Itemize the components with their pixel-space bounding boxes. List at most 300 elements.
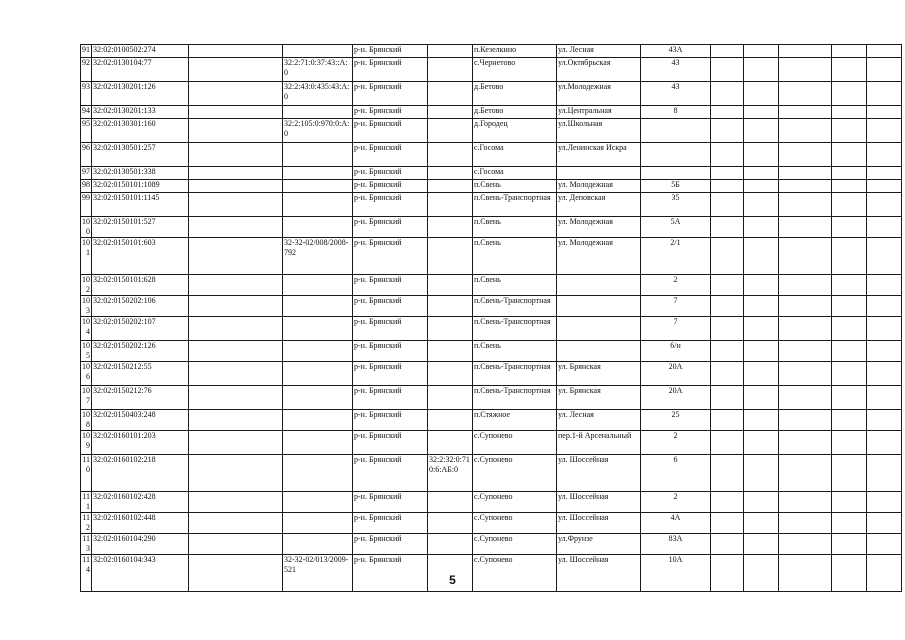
cell-cadastral-number: 32:02:0160102:218: [92, 455, 189, 492]
cell-empty: [711, 317, 744, 341]
cell-empty: [867, 217, 902, 238]
cell-empty: [711, 492, 744, 513]
cell-empty: [832, 45, 867, 58]
cell-empty: [832, 410, 867, 431]
table-row: [81, 217, 902, 238]
table-row: [81, 275, 902, 296]
cell-cadastral-number: 32:02:0160102:428: [92, 492, 189, 513]
cell-house: 8: [641, 106, 711, 119]
cell-empty: [744, 362, 779, 386]
cell-street: ул. Брянская: [557, 362, 641, 386]
cell-column-4: [283, 275, 353, 296]
cell-empty: [779, 45, 832, 58]
cell-street: ул. Шоссейная: [557, 492, 641, 513]
cell-settlement: п.Свень: [473, 275, 557, 296]
cell-column-3: [189, 362, 283, 386]
cell-empty: [867, 45, 902, 58]
cell-settlement: п.Кезелкино: [473, 45, 557, 58]
cell-settlement: с.Супонево: [473, 534, 557, 555]
cell-column-3: [189, 217, 283, 238]
table-row: [81, 238, 902, 275]
cell-cadastral-number: 32:02:0150101:1145: [92, 193, 189, 217]
cell-empty: [832, 193, 867, 217]
cell-settlement: с.Супонево: [473, 513, 557, 534]
cell-column-4: [283, 386, 353, 410]
table-row: [81, 58, 902, 82]
cell-column-4: [283, 167, 353, 180]
cell-column-6: [428, 45, 473, 58]
cell-column-4: [283, 431, 353, 455]
cell-empty: [832, 217, 867, 238]
cell-district: р-н. Брянский: [353, 217, 428, 238]
cell-cadastral-number: 32:02:0150101:1089: [92, 180, 189, 193]
cell-empty: [744, 386, 779, 410]
cell-empty: [711, 217, 744, 238]
cell-column-6: [428, 167, 473, 180]
cell-settlement: д.Бетово: [473, 106, 557, 119]
cell-empty: [711, 238, 744, 275]
cell-column-6: [428, 180, 473, 193]
cell-empty: [867, 296, 902, 317]
cell-number: 101: [81, 238, 92, 275]
cell-empty: [832, 167, 867, 180]
table-row: [81, 119, 902, 143]
cell-empty: [744, 341, 779, 362]
cell-column-6: [428, 217, 473, 238]
cell-settlement: п.Стяжное: [473, 410, 557, 431]
cell-empty: [711, 455, 744, 492]
cell-district: р-н. Брянский: [353, 45, 428, 58]
cell-column-3: [189, 106, 283, 119]
cell-number: 91: [81, 45, 92, 58]
cell-house: 10А: [641, 555, 711, 592]
cell-district: р-н. Брянский: [353, 119, 428, 143]
cell-house: 2: [641, 275, 711, 296]
cell-column-4: [283, 45, 353, 58]
cell-cadastral-number: 32:02:0130501:257: [92, 143, 189, 167]
cell-district: р-н. Брянский: [353, 106, 428, 119]
cell-settlement: п.Свень: [473, 180, 557, 193]
cell-number: 106: [81, 362, 92, 386]
cell-empty: [867, 180, 902, 193]
cell-empty: [779, 193, 832, 217]
cell-empty: [832, 275, 867, 296]
table-row: [81, 410, 902, 431]
cell-empty: [744, 431, 779, 455]
cell-number: 98: [81, 180, 92, 193]
cell-column-3: [189, 455, 283, 492]
cell-column-6: [428, 431, 473, 455]
cell-cadastral-number: 32:02:0130201:126: [92, 82, 189, 106]
table-row: [81, 534, 902, 555]
cell-empty: [711, 180, 744, 193]
cell-district: р-н. Брянский: [353, 534, 428, 555]
cell-empty: [744, 217, 779, 238]
cell-number: 111: [82, 492, 90, 511]
cell-street: пер.1-й Арсенальный: [557, 431, 641, 455]
cell-column-3: [189, 238, 283, 275]
cell-column-4: 32:2:43:0:435:43:А:0: [283, 82, 353, 106]
cell-district: р-н. Брянский: [353, 58, 428, 82]
cell-empty: [832, 534, 867, 555]
cell-empty: [867, 386, 902, 410]
cell-cadastral-number: 32:02:0150202:106: [92, 296, 189, 317]
cell-column-6: [428, 492, 473, 513]
cell-street: [557, 275, 641, 296]
cell-empty: [711, 106, 744, 119]
cell-column-6: [428, 119, 473, 143]
cell-district: р-н. Брянский: [353, 492, 428, 513]
cell-column-6: [428, 410, 473, 431]
cell-settlement: д.Бетово: [473, 82, 557, 106]
cell-house: 83А: [641, 534, 711, 555]
cell-empty: [744, 275, 779, 296]
cell-district: р-н. Брянский: [353, 167, 428, 180]
cell-empty: [744, 45, 779, 58]
cell-street: ул. Шоссейная: [557, 455, 641, 492]
cell-house: 2: [641, 431, 711, 455]
cell-district: р-н. Брянский: [353, 82, 428, 106]
cell-district: р-н. Брянский: [353, 238, 428, 275]
cell-column-6: [428, 106, 473, 119]
cell-settlement: п.Свень: [473, 238, 557, 275]
cell-empty: [779, 238, 832, 275]
cell-empty: [711, 143, 744, 167]
cell-street: ул. Лесная: [557, 45, 641, 58]
cell-column-4: [283, 341, 353, 362]
cell-empty: [779, 386, 832, 410]
cell-empty: [711, 386, 744, 410]
cell-number: 114: [81, 555, 92, 592]
cell-cadastral-number: 32:02:0150212:55: [92, 362, 189, 386]
cell-street: ул. Молодежная: [557, 238, 641, 275]
table-row: [81, 513, 902, 534]
cell-empty: [832, 143, 867, 167]
cell-column-6: [428, 513, 473, 534]
cell-empty: [832, 106, 867, 119]
cell-cadastral-number: 32:02:0150202:107: [92, 317, 189, 341]
cell-column-4: [283, 106, 353, 119]
cell-column-4: 32-32-02/008/2008-792: [283, 238, 353, 275]
cell-column-4: 32-32-02/013/2009-521: [283, 555, 353, 592]
cell-house: 7: [641, 296, 711, 317]
cell-empty: [744, 410, 779, 431]
cell-empty: [744, 296, 779, 317]
cell-column-4: 32:2:71:0:37:43::А:0: [283, 58, 353, 82]
cell-house: 43: [641, 82, 711, 106]
cell-cadastral-number: 32:02:0150101:628: [92, 275, 189, 296]
cell-street: ул. Шоссейная: [557, 555, 641, 592]
cell-street: ул. Шоссейная: [557, 513, 641, 534]
cell-empty: [711, 341, 744, 362]
table-row: [81, 45, 902, 58]
cell-number: 92: [81, 58, 92, 82]
cell-column-3: [189, 296, 283, 317]
table-row: [81, 82, 902, 106]
table-row: [81, 193, 902, 217]
cell-empty: [867, 341, 902, 362]
cell-column-4: [283, 296, 353, 317]
cell-column-3: [189, 534, 283, 555]
cell-street: ул. Лесная: [557, 410, 641, 431]
cell-column-3: [189, 341, 283, 362]
cell-settlement: с.Супонево: [473, 431, 557, 455]
cell-district: р-н. Брянский: [353, 455, 428, 492]
cell-district: р-н. Брянский: [353, 275, 428, 296]
cell-house: 35: [641, 193, 711, 217]
cell-empty: [867, 513, 902, 534]
cell-number: 104: [81, 317, 92, 341]
cell-empty: [744, 534, 779, 555]
cell-empty: [867, 317, 902, 341]
cell-number: 93: [81, 82, 92, 106]
cell-house: 2/1: [641, 238, 711, 275]
cell-settlement: п.Свень-Транспортная: [473, 193, 557, 217]
cell-empty: [779, 410, 832, 431]
cell-number: 102: [82, 275, 90, 294]
cell-empty: [711, 167, 744, 180]
cell-column-6: [428, 341, 473, 362]
table-row: [81, 362, 902, 386]
cell-street: ул.Молодежная: [557, 82, 641, 106]
cell-cadastral-number: 32:02:0160101:203: [92, 431, 189, 455]
cell-column-4: [283, 143, 353, 167]
cell-street: [557, 167, 641, 180]
cell-empty: [779, 275, 832, 296]
cell-settlement: п.Свень-Транспортная: [473, 362, 557, 386]
registry-body: [81, 45, 902, 592]
cell-empty: [744, 167, 779, 180]
cell-number: 94: [81, 106, 92, 119]
cell-empty: [867, 362, 902, 386]
table-row: [81, 296, 902, 317]
cell-column-3: [189, 45, 283, 58]
cell-column-4: [283, 455, 353, 492]
cell-district: р-н. Брянский: [353, 193, 428, 217]
cell-empty: [711, 45, 744, 58]
cell-house: 5Б: [641, 180, 711, 193]
cell-column-3: [189, 119, 283, 143]
cell-settlement: п.Свень: [473, 341, 557, 362]
cell-empty: [832, 492, 867, 513]
cell-cadastral-number: 32:02:0160104:343: [92, 555, 189, 592]
cell-settlement: п.Свень-Транспортная: [473, 296, 557, 317]
cell-settlement: с.Супонево: [473, 555, 557, 592]
cell-empty: [744, 513, 779, 534]
cell-district: р-н. Брянский: [353, 317, 428, 341]
cell-settlement: с.Чернетово: [473, 58, 557, 82]
cell-empty: [779, 431, 832, 455]
cell-empty: [779, 513, 832, 534]
cell-settlement: с.Супонево: [473, 455, 557, 492]
cell-empty: [711, 58, 744, 82]
cell-street: ул. Деповская: [557, 193, 641, 217]
cell-column-6: [428, 296, 473, 317]
cell-empty: [832, 455, 867, 492]
cell-district: р-н. Брянский: [353, 362, 428, 386]
table-row: [81, 180, 902, 193]
cell-empty: [779, 534, 832, 555]
cell-settlement: с.Госома: [473, 167, 557, 180]
cell-column-3: [189, 513, 283, 534]
cell-empty: [744, 492, 779, 513]
cell-empty: [832, 431, 867, 455]
table-row: [81, 492, 902, 513]
cell-street: [557, 341, 641, 362]
cell-column-4: [283, 180, 353, 193]
cell-column-6: [428, 82, 473, 106]
cell-column-6: [428, 275, 473, 296]
cell-empty: [744, 119, 779, 143]
cell-column-3: [189, 193, 283, 217]
cell-empty: [779, 455, 832, 492]
cell-column-6: [428, 58, 473, 82]
cell-cadastral-number: 32:02:0150403:248: [92, 410, 189, 431]
cell-empty: [711, 193, 744, 217]
cell-empty: [867, 106, 902, 119]
cell-column-4: [283, 317, 353, 341]
cell-empty: [744, 82, 779, 106]
cell-cadastral-number: 32:02:0130201:133: [92, 106, 189, 119]
table-row: [81, 455, 902, 492]
cell-column-4: [283, 513, 353, 534]
cell-column-6: [428, 534, 473, 555]
table-row: [81, 317, 902, 341]
cell-house: 4А: [641, 513, 711, 534]
cell-house: 7: [641, 317, 711, 341]
cell-district: р-н. Брянский: [353, 431, 428, 455]
cell-empty: [832, 513, 867, 534]
cell-column-4: [283, 362, 353, 386]
cell-empty: [832, 58, 867, 82]
cell-empty: [711, 119, 744, 143]
cell-column-4: [283, 534, 353, 555]
cell-empty: [779, 119, 832, 143]
cell-district: р-н. Брянский: [353, 410, 428, 431]
cell-settlement: п.Свень-Транспортная: [473, 317, 557, 341]
cell-house: 2: [641, 492, 711, 513]
cell-column-3: [189, 82, 283, 106]
cell-empty: [711, 431, 744, 455]
cell-cadastral-number: 32:02:0130501:338: [92, 167, 189, 180]
cell-street: ул.Фрунзе: [557, 534, 641, 555]
cell-number: 107: [81, 386, 92, 410]
cell-empty: [867, 492, 902, 513]
cell-column-3: [189, 317, 283, 341]
cell-street: ул. Молодежная: [557, 180, 641, 193]
cell-house: 6/н: [641, 341, 711, 362]
cell-empty: [867, 119, 902, 143]
cell-column-3: [189, 386, 283, 410]
cell-house: [641, 167, 711, 180]
cell-cadastral-number: 32:02:0130104:77: [92, 58, 189, 82]
cell-empty: [832, 180, 867, 193]
cell-settlement: с.Супонево: [473, 492, 557, 513]
cell-column-4: [283, 410, 353, 431]
cell-empty: [867, 167, 902, 180]
cell-column-6: [428, 362, 473, 386]
table-row: [81, 386, 902, 410]
cell-district: р-н. Брянский: [353, 143, 428, 167]
cell-empty: [867, 193, 902, 217]
cell-number: 99: [81, 193, 92, 217]
cell-empty: [744, 193, 779, 217]
cell-house: 5А: [641, 217, 711, 238]
cell-empty: [711, 513, 744, 534]
cell-cadastral-number: 32:02:0100502:274: [92, 45, 189, 58]
cell-empty: [779, 296, 832, 317]
cell-column-3: [189, 431, 283, 455]
cell-cadastral-number: 32:02:0150202:126: [92, 341, 189, 362]
cell-cadastral-number: 32:02:0160102:448: [92, 513, 189, 534]
cell-column-3: [189, 167, 283, 180]
cell-empty: [779, 217, 832, 238]
cell-cadastral-number: 32:02:0150101:603: [92, 238, 189, 275]
cell-empty: [867, 455, 902, 492]
cell-empty: [867, 431, 902, 455]
cell-empty: [744, 143, 779, 167]
cell-empty: [711, 275, 744, 296]
cell-column-3: [189, 143, 283, 167]
cell-column-4: [283, 217, 353, 238]
cell-empty: [711, 296, 744, 317]
cell-street: [557, 296, 641, 317]
cell-column-3: [189, 275, 283, 296]
cell-house: 43: [641, 58, 711, 82]
table-row: [81, 143, 902, 167]
cell-empty: [744, 317, 779, 341]
cell-empty: [832, 362, 867, 386]
cell-empty: [779, 362, 832, 386]
table-row: [81, 167, 902, 180]
cell-column-6: [428, 238, 473, 275]
cell-empty: [832, 296, 867, 317]
cell-empty: [711, 362, 744, 386]
cell-number: 110: [81, 455, 92, 492]
cell-house: 20А: [641, 362, 711, 386]
cell-column-4: 32:2:105:0:970:0:А:0: [283, 119, 353, 143]
cell-house: 6: [641, 455, 711, 492]
cell-settlement: п.Свень-Транспортная: [473, 386, 557, 410]
cell-number: 108: [82, 410, 90, 429]
cell-number: 95: [81, 119, 92, 143]
cell-empty: [744, 180, 779, 193]
cell-district: р-н. Брянский: [353, 341, 428, 362]
cell-column-4: [283, 492, 353, 513]
cell-empty: [779, 180, 832, 193]
cell-house: 25: [641, 410, 711, 431]
cell-empty: [779, 82, 832, 106]
cell-column-3: [189, 58, 283, 82]
cell-empty: [779, 58, 832, 82]
cell-number: 105: [82, 341, 90, 360]
cell-cadastral-number: 32:02:0160104:290: [92, 534, 189, 555]
cell-street: [557, 317, 641, 341]
cell-empty: [867, 82, 902, 106]
cell-street: ул.Школьная: [557, 119, 641, 143]
cell-empty: [744, 238, 779, 275]
cell-column-6: [428, 193, 473, 217]
cell-number: 103: [82, 296, 90, 315]
cell-district: р-н. Брянский: [353, 296, 428, 317]
cell-column-6: [428, 386, 473, 410]
cell-house: [641, 119, 711, 143]
cell-empty: [711, 534, 744, 555]
cell-empty: [832, 317, 867, 341]
cell-empty: [867, 143, 902, 167]
cell-street: ул.Октябрьская: [557, 58, 641, 82]
cell-district: р-н. Брянский: [353, 180, 428, 193]
